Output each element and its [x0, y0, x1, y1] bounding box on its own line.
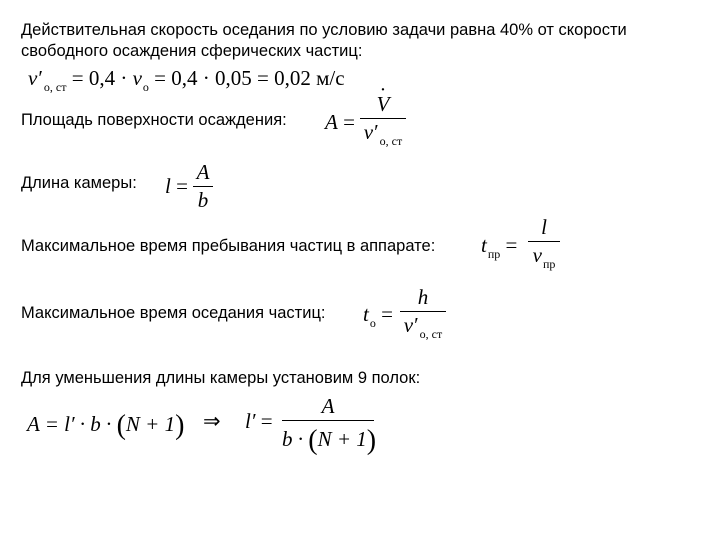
final-fraction-bar: [282, 420, 374, 421]
residence-eq: =: [505, 233, 518, 257]
length-eq: =: [176, 174, 188, 198]
length-fraction: [193, 160, 213, 213]
settling-fraction: [400, 285, 446, 341]
area-num: · V: [377, 92, 390, 117]
area-den-sub: о, ст: [379, 134, 403, 148]
final-den-left: b ·: [282, 427, 309, 451]
eq1-sub: о, ст: [43, 80, 67, 94]
residence-num: l: [541, 215, 547, 239]
final-den-inner: N + 1: [317, 427, 367, 451]
final-formula-lhs2: [245, 409, 273, 434]
length-formula-lhs: [165, 174, 188, 199]
length-label: Длина камеры:: [21, 174, 137, 192]
eq1-rhs: = 0,4 ·: [71, 66, 133, 90]
residence-fraction: [528, 215, 560, 271]
final-eq: =: [260, 409, 273, 433]
final-left: A = l′ · b ·: [27, 412, 117, 436]
settling-lhs: t: [363, 302, 369, 326]
eq1-var: v: [28, 66, 38, 90]
settling-den-var: v: [403, 313, 414, 337]
implies-arrow: ⇒: [203, 409, 221, 433]
residence-den-var: v: [532, 243, 542, 267]
area-lhs: A: [325, 110, 338, 134]
length-num: A: [196, 160, 210, 184]
settling-num: h: [417, 285, 429, 309]
final-lhs2: l′: [245, 409, 256, 433]
area-den-var: v: [363, 120, 374, 144]
final-paren-inner: N + 1: [125, 412, 176, 436]
area-label: Площадь поверхности осаждения:: [21, 111, 287, 129]
residence-den-sub: пр: [542, 257, 556, 271]
settling-den-prime: ′: [414, 313, 419, 337]
area-fraction-bar: [360, 118, 406, 119]
residence-lhs-sub: пр: [487, 247, 501, 261]
shelves-label: Для уменьшения длины камеры установим 9 полок:: [21, 369, 421, 387]
final-den-paren-close: ): [366, 425, 377, 456]
length-fraction-bar: [193, 186, 213, 187]
residence-time-label: Максимальное время пребывания частиц в аппарате:: [21, 237, 436, 255]
final-num: A: [321, 394, 335, 418]
settling-den-sub: о, ст: [419, 327, 443, 341]
eq1-prime: ′: [38, 66, 43, 90]
intro-text-line-2: свободного осаждения сферических частиц:: [21, 42, 363, 60]
equation-settling-velocity: [28, 66, 345, 94]
residence-lhs: t: [481, 233, 487, 257]
area-den-prime: ′: [374, 120, 379, 144]
settling-fraction-bar: [400, 311, 446, 312]
area-fraction: [360, 92, 406, 148]
final-formula-left: [27, 407, 184, 439]
final-paren-open: (: [116, 410, 126, 441]
residence-fraction-bar: [528, 241, 560, 242]
length-lhs: l: [165, 174, 171, 198]
final-paren-close: ): [175, 410, 185, 441]
settling-time-label: Максимальное время оседания частиц:: [21, 304, 326, 322]
eq1-rest: = 0,4 · 0,05 = 0,02 м/с: [148, 66, 345, 90]
area-eq: =: [343, 110, 355, 134]
settling-lhs-sub: о: [369, 316, 376, 330]
settling-formula-lhs: [363, 302, 393, 330]
eq1-v: v: [132, 66, 142, 90]
final-fraction: [282, 394, 377, 456]
area-formula-lhs: [325, 110, 355, 135]
final-den-paren-open: (: [308, 425, 318, 456]
settling-eq: =: [381, 302, 393, 326]
intro-text-line-1: Действительная скорость оседания по условию задачи равна 40% от скорости: [21, 21, 627, 39]
length-den: b: [197, 188, 209, 212]
residence-formula-lhs: [481, 233, 518, 261]
eq1-sub-o: о: [142, 80, 149, 94]
